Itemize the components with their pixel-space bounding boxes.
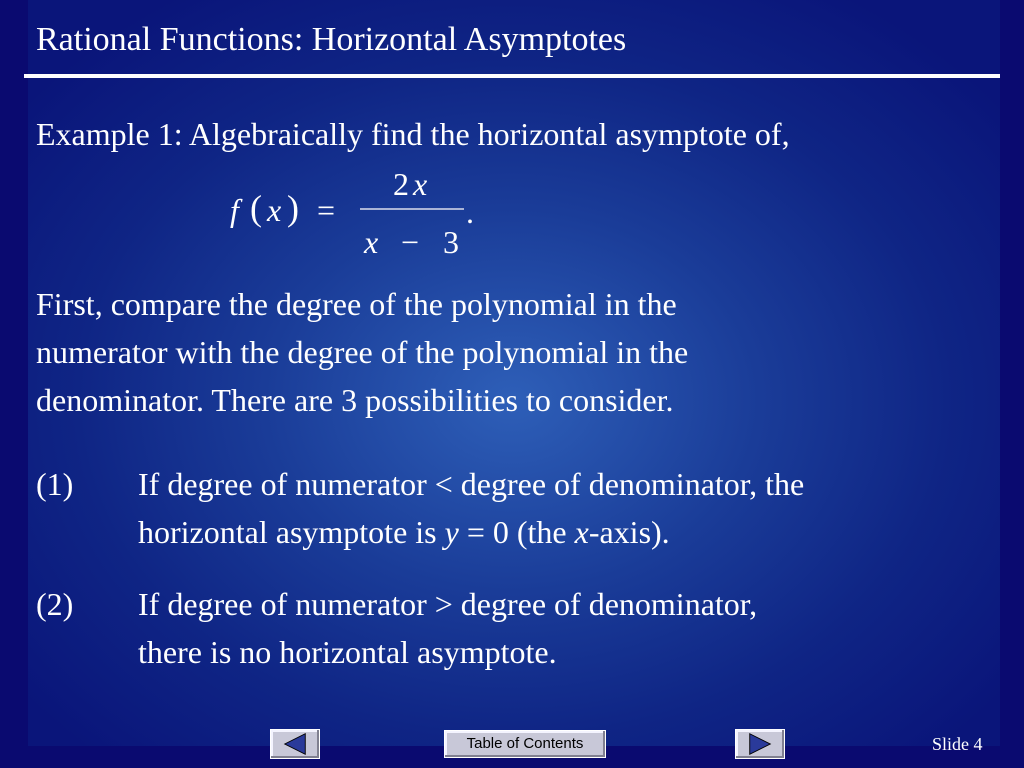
case-2-line-2: there is no horizontal asymptote. bbox=[138, 634, 557, 670]
intro-line-3: denominator. There are 3 possibilities to consider. bbox=[36, 382, 674, 418]
previous-slide-button[interactable] bbox=[270, 729, 320, 759]
slide-edge-right bbox=[1000, 0, 1024, 768]
eq-period: . bbox=[466, 194, 474, 230]
intro-line-1: First, compare the degree of the polynomial in the bbox=[36, 286, 677, 322]
case-1-var-x: x bbox=[574, 514, 589, 550]
case-1-equals: = bbox=[458, 514, 493, 550]
slide-number: Slide 4 bbox=[932, 734, 983, 754]
right-triangle-icon bbox=[736, 730, 784, 758]
eq-open-paren: ( bbox=[250, 188, 262, 228]
case-2-line-1: If degree of numerator > degree of denominator, bbox=[138, 586, 758, 622]
case-1-number: (1) bbox=[36, 466, 74, 502]
eq-close-paren: ) bbox=[287, 188, 299, 228]
eq-equals: = bbox=[317, 192, 336, 228]
slide-edge-left bbox=[0, 0, 28, 768]
case-1-line-2 bbox=[138, 508, 998, 556]
slide-title: Rational Functions: Horizontal Asymptotes bbox=[36, 21, 627, 58]
left-triangle-icon bbox=[271, 730, 319, 758]
case-1-zero: 0 (the bbox=[492, 514, 575, 550]
eq-minus: − bbox=[401, 224, 420, 260]
eq-x: x bbox=[267, 192, 282, 228]
case-1-text bbox=[138, 460, 998, 556]
eq-denominator-var: x bbox=[364, 224, 379, 260]
title-divider bbox=[24, 74, 1000, 78]
case-1-suffix: -axis). bbox=[588, 514, 670, 550]
fraction-bar bbox=[360, 208, 464, 210]
table-of-contents-button[interactable]: Table of Contents bbox=[444, 730, 606, 758]
eq-f: f bbox=[230, 192, 239, 228]
intro-line-2: numerator with the degree of the polynomial in the bbox=[36, 334, 689, 370]
next-slide-button[interactable] bbox=[735, 729, 785, 759]
eq-numerator-var: x bbox=[413, 166, 428, 202]
eq-numerator-coef: 2 bbox=[393, 166, 409, 202]
case-2-text bbox=[138, 580, 998, 676]
case-1-prefix: horizontal asymptote is bbox=[138, 514, 445, 550]
eq-denominator-const: 3 bbox=[443, 224, 459, 260]
example-heading: Example 1: Algebraically find the horizontal asymptote of, bbox=[36, 116, 790, 152]
case-1-line-1: If degree of numerator < degree of denominator, the bbox=[138, 466, 805, 502]
case-1-var-y: y bbox=[444, 514, 459, 550]
case-2-number: (2) bbox=[36, 586, 74, 622]
